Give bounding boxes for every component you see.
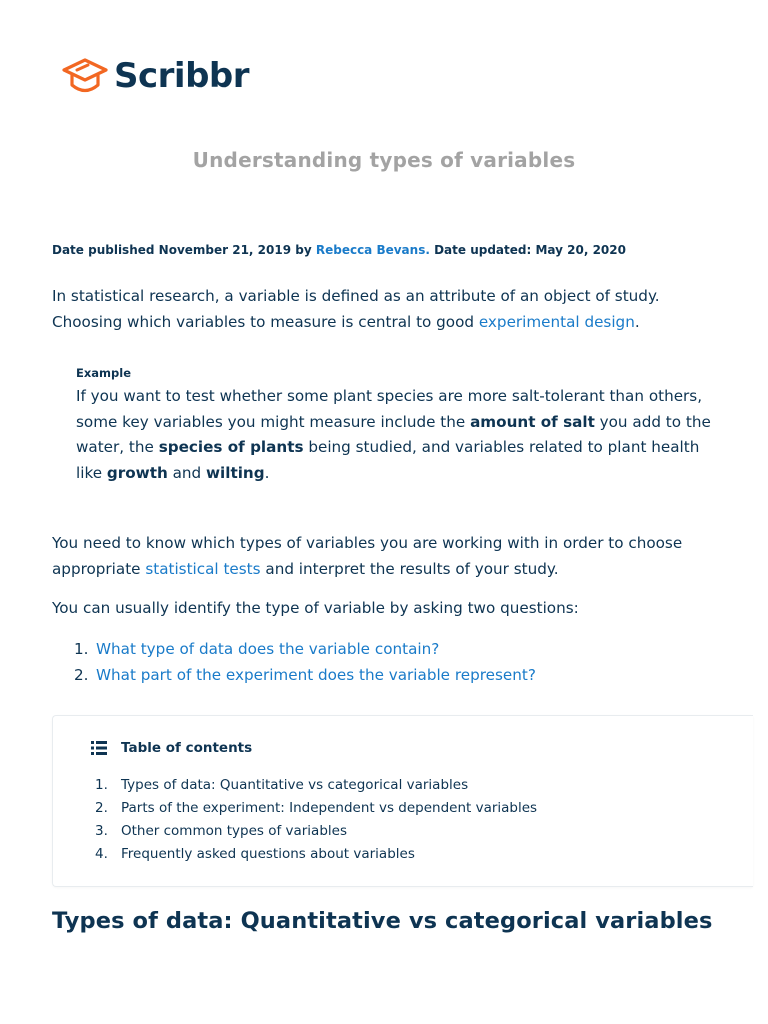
list-number: 2. xyxy=(74,665,89,684)
toc-number: 1. xyxy=(95,777,108,793)
toc-number: 4. xyxy=(95,846,108,862)
toc-number: 2. xyxy=(95,800,108,816)
toc-item-label[interactable]: Other common types of variables xyxy=(121,823,347,839)
list-icon xyxy=(91,741,107,755)
example-text-part: . xyxy=(264,463,270,482)
table-of-contents xyxy=(52,715,753,887)
intro-paragraph xyxy=(52,284,724,335)
published-date: Date published November 21, 2019 by xyxy=(52,243,316,257)
example-text-part: and xyxy=(167,463,207,482)
example-label: Example xyxy=(76,366,131,380)
toc-item-label[interactable]: Parts of the experiment: Independent vs dependent variables xyxy=(121,800,538,816)
toc-item-label[interactable]: Frequently asked questions about variables xyxy=(121,846,415,862)
types-text: You need to know which types of variables you are working with in order to choose appropriate xyxy=(52,534,683,578)
toc-item[interactable] xyxy=(95,774,537,797)
question-list xyxy=(52,637,536,688)
statistical-tests-link[interactable]: statistical tests xyxy=(145,559,261,578)
graduation-cap-icon xyxy=(60,56,110,96)
document-title: Understanding types of variables xyxy=(192,148,576,172)
section-heading: Types of data: Quantitative vs categorical variables xyxy=(52,908,713,934)
scribbr-logo[interactable] xyxy=(60,56,249,96)
toc-number: 3. xyxy=(95,823,108,839)
toc-header xyxy=(91,740,252,756)
toc-item[interactable] xyxy=(95,797,537,820)
example-emphasis: amount of salt xyxy=(470,412,595,431)
example-emphasis: species of plants xyxy=(158,438,304,456)
brand-name: Scribbr xyxy=(114,56,250,96)
question-link-data-type[interactable]: What type of data does the variable contain? xyxy=(96,640,440,658)
example-box xyxy=(76,366,716,486)
example-text-part: being studied, and variables related to plant health like xyxy=(76,438,700,482)
toc-list xyxy=(95,774,537,866)
types-paragraph xyxy=(52,531,724,582)
author-link[interactable]: Rebecca Bevans. xyxy=(315,243,430,257)
example-text xyxy=(76,384,716,486)
intro-text: In statistical research, a variable is defined as an attribute of an object of study. Choosing which variables to measure is central to good xyxy=(52,287,660,331)
question-link-experiment-part[interactable]: What part of the experiment does the variable represent? xyxy=(96,665,536,684)
list-number: 1. xyxy=(74,640,89,658)
toc-item[interactable] xyxy=(95,820,537,843)
toc-item-label[interactable]: Types of data: Quantitative vs categorical variables xyxy=(121,777,469,793)
list-item xyxy=(52,637,536,663)
example-text-part: you add to the water, the xyxy=(76,412,711,456)
example-emphasis: growth xyxy=(106,463,168,482)
experimental-design-link[interactable]: experimental design xyxy=(478,312,635,331)
example-emphasis: wilting xyxy=(206,463,265,482)
list-item xyxy=(52,663,536,689)
updated-date: Date updated: May 20, 2020 xyxy=(429,243,626,257)
example-text-part: If you want to test whether some plant species are more salt-tolerant than others, some key variables you might measure include the xyxy=(76,387,703,431)
types-text-end: and interpret the results of your study. xyxy=(260,559,559,578)
questions-intro: You can usually identify the type of variable by asking two questions: xyxy=(52,599,579,617)
toc-title: Table of contents xyxy=(121,740,253,756)
intro-text-end: . xyxy=(634,312,640,331)
toc-item[interactable] xyxy=(95,843,537,866)
article-meta xyxy=(52,243,626,257)
